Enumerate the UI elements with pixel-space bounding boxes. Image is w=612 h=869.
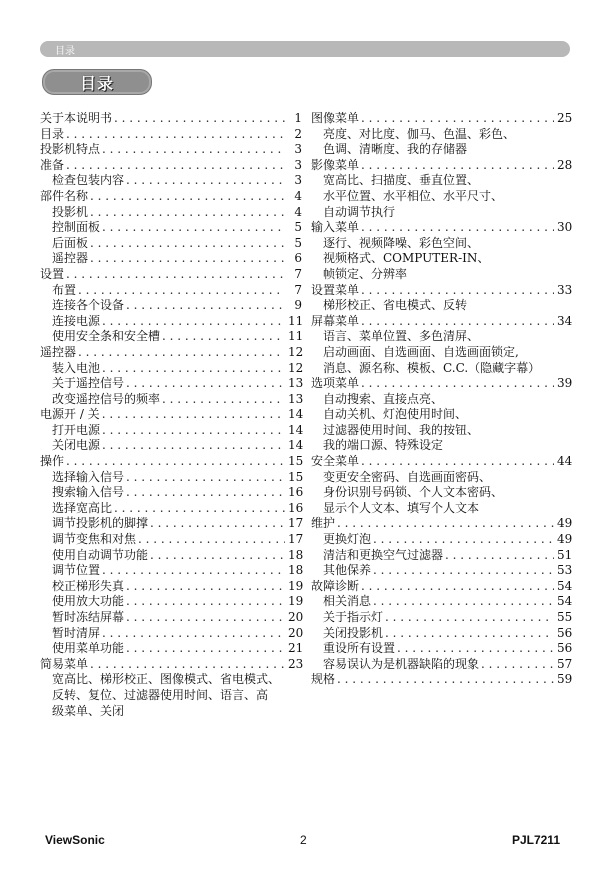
- dot-leader: [102, 220, 285, 236]
- dot-leader: [361, 220, 554, 236]
- toc-entry-description: 身份识别号码锁、个人文本密码、: [323, 485, 504, 500]
- toc-entry-description: 我的端口源、特殊设定: [323, 438, 444, 453]
- toc-subentry[interactable]: [311, 548, 571, 564]
- toc-page-number: 15: [288, 469, 304, 484]
- dot-leader: [78, 345, 285, 361]
- toc-subentry[interactable]: [40, 626, 302, 642]
- toc-entry-label: 选择宽高比: [52, 500, 113, 515]
- toc-entry-label: 校正梯形失真: [52, 578, 125, 593]
- toc-entry-description: 级菜单、关闭: [52, 703, 125, 718]
- toc-entry[interactable]: [40, 267, 302, 283]
- toc-page-number: 34: [557, 313, 573, 328]
- toc-page-number: 3: [294, 142, 302, 157]
- toc-page-number: 11: [288, 313, 304, 328]
- dot-leader: [90, 251, 285, 267]
- toc-page-number: 14: [288, 407, 304, 422]
- toc-entry-label: 遥控器: [40, 344, 77, 359]
- toc-subentry[interactable]: [40, 314, 302, 330]
- toc-entry-label: 连接各个设备: [52, 298, 125, 313]
- toc-page-number: 4: [294, 188, 302, 203]
- toc-page-number: 12: [288, 360, 304, 375]
- toc-entry-description: 过滤器使用时间、我的按钮、: [323, 422, 480, 437]
- dot-leader: [90, 205, 285, 221]
- toc-page-number: 54: [557, 594, 573, 609]
- dot-leader: [150, 548, 285, 564]
- toc-entry-label: 屏幕菜单: [311, 313, 360, 328]
- toc-page-number: 14: [288, 422, 304, 437]
- toc-page-number: 18: [288, 563, 304, 578]
- header-label: 目录: [55, 46, 75, 57]
- dot-leader: [102, 314, 285, 330]
- toc-page-number: 9: [294, 298, 302, 313]
- toc-subentry[interactable]: [40, 361, 302, 377]
- toc-subentry[interactable]: [40, 329, 302, 345]
- toc-page-number: 55: [557, 610, 573, 624]
- toc-page-number: 30: [557, 220, 573, 235]
- toc-entry-label: 关于指示灯: [323, 610, 384, 624]
- toc-page-number: 19: [288, 594, 304, 609]
- toc-page-number: 18: [288, 547, 304, 562]
- dot-leader: [337, 516, 554, 532]
- toc-entry[interactable]: [311, 376, 571, 392]
- toc-entry[interactable]: [40, 345, 302, 361]
- toc-entry-label: 设置菜单: [311, 282, 360, 297]
- toc-subentry[interactable]: [40, 173, 302, 189]
- toc-entry-label: 更换灯泡: [323, 532, 372, 547]
- toc-entry-description: 启动画面、自选画面、自选画面锁定,: [323, 344, 519, 359]
- dot-leader: [102, 423, 285, 439]
- dot-leader: [78, 283, 285, 299]
- toc-entry-label: 图像菜单: [311, 111, 360, 125]
- toc-entry-label: 电源开 / 关: [40, 407, 100, 422]
- dot-leader: [102, 563, 285, 579]
- toc-entry[interactable]: [311, 283, 571, 299]
- toc-subentry[interactable]: [311, 532, 571, 548]
- toc-subentry[interactable]: [311, 657, 571, 673]
- toc-subentry[interactable]: [40, 220, 302, 236]
- toc-entry-label: 使用自动调节功能: [52, 547, 149, 562]
- toc-entry-label: 关闭电源: [52, 438, 101, 453]
- toc-entry-label: 影像菜单: [311, 157, 360, 172]
- dot-leader: [126, 594, 285, 610]
- toc-entry-description: 自动调节执行: [323, 204, 396, 219]
- toc-entry-description: 自动搜索、直接点亮、: [323, 391, 444, 406]
- toc-subentry[interactable]: [40, 298, 302, 314]
- toc-page-number: 20: [288, 610, 304, 624]
- dot-leader: [373, 532, 554, 548]
- dot-leader: [102, 361, 285, 377]
- toc-entry-label: 布置: [52, 282, 77, 297]
- toc-entry-description: 梯形校正、省电模式、反转: [323, 298, 468, 313]
- toc-entry-label: 操作: [40, 454, 65, 469]
- toc-page-number: 49: [557, 516, 573, 531]
- toc-entry-label: 搜索输入信号: [52, 485, 125, 500]
- toc-page-number: 57: [557, 656, 573, 671]
- dot-leader: [102, 407, 285, 423]
- toc-page-number: 56: [557, 641, 573, 656]
- toc-subentry[interactable]: [311, 594, 571, 610]
- toc-subentry[interactable]: [311, 610, 571, 626]
- toc-subentry[interactable]: [40, 563, 302, 579]
- toc-entry[interactable]: [40, 407, 302, 423]
- toc-page-number: 39: [557, 376, 573, 391]
- toc-page-number: 3: [294, 157, 302, 172]
- toc-entry-label: 选项菜单: [311, 376, 360, 391]
- toc-page-number: 44: [557, 454, 573, 469]
- toc-page-number: 5: [294, 220, 302, 235]
- toc-entry-label: 目录: [40, 126, 65, 141]
- toc-entry[interactable]: [311, 158, 571, 174]
- toc-entry-label: 容易误认为是机器缺陷的现象: [323, 656, 480, 671]
- toc-page-number: 51: [557, 547, 573, 562]
- dot-leader: [481, 657, 554, 673]
- toc-entry-description: 帧锁定、分辨率: [323, 266, 408, 281]
- toc-entry-label: 简易菜单: [40, 656, 89, 671]
- toc-page-number: 13: [288, 391, 304, 406]
- toc-entry[interactable]: [311, 516, 571, 532]
- toc-page-number: 12: [288, 344, 304, 359]
- toc-entry[interactable]: [311, 579, 571, 595]
- dot-leader: [150, 516, 285, 532]
- toc-subentry[interactable]: [40, 641, 302, 657]
- toc-entry-label: 关闭投影机: [323, 625, 384, 640]
- dot-leader: [126, 485, 285, 501]
- header-bar: [40, 41, 570, 57]
- dot-leader: [373, 594, 554, 610]
- dot-leader: [361, 111, 554, 127]
- toc-entry-label: 规格: [311, 672, 336, 687]
- dot-leader: [66, 158, 285, 174]
- toc-page-number: 15: [288, 454, 304, 469]
- toc-entry[interactable]: [311, 672, 571, 688]
- footer-brand: ViewSonic: [45, 833, 105, 847]
- toc-page-number: 25: [557, 111, 573, 125]
- toc-entry-description: 视频格式、COMPUTER-IN、: [323, 251, 490, 266]
- toc-entry-label: 暂时清屏: [52, 625, 101, 640]
- toc-subentry[interactable]: [40, 579, 302, 595]
- toc-page-number: 33: [557, 282, 573, 297]
- dot-leader: [126, 298, 285, 314]
- dot-leader: [361, 158, 554, 174]
- toc-entry-description: 自动关机、灯泡使用时间、: [323, 407, 468, 422]
- dot-leader: [114, 111, 285, 127]
- toc-subentry[interactable]: [40, 283, 302, 299]
- dot-leader: [445, 548, 554, 564]
- dot-leader: [126, 641, 285, 657]
- dot-leader: [126, 376, 285, 392]
- toc-subentry[interactable]: [40, 532, 302, 548]
- toc-entry-label: 关于遥控信号: [52, 376, 125, 391]
- toc-entry-description: 水平位置、水平相位、水平尺寸、: [323, 188, 504, 203]
- toc-page-number: 21: [288, 641, 304, 656]
- toc-page-number: 28: [557, 157, 573, 172]
- toc-subentry[interactable]: [40, 470, 302, 486]
- page-title: 目录: [79, 74, 114, 93]
- toc-subentry[interactable]: [40, 392, 302, 408]
- toc-entry-label: 设置: [40, 266, 65, 281]
- toc-page-number: 17: [288, 516, 304, 531]
- toc-page-number: 3: [294, 173, 302, 188]
- toc-entry[interactable]: [311, 111, 571, 127]
- toc-subentry[interactable]: [311, 641, 571, 657]
- dot-leader: [361, 376, 554, 392]
- dot-leader: [66, 127, 285, 143]
- toc-entry-label: 打开电源: [52, 422, 101, 437]
- toc-entry-description: 消息、源名称、模板、C.C.（隐藏字幕）: [323, 360, 541, 375]
- toc-entry-label: 检查包装内容: [52, 173, 125, 188]
- toc-right-column: [311, 111, 571, 688]
- toc-subentry[interactable]: [40, 376, 302, 392]
- toc-entry-description: 反转、复位、过滤器使用时间、语言、高: [52, 687, 269, 702]
- dot-leader: [126, 579, 285, 595]
- dot-leader: [102, 438, 285, 454]
- toc-subentry[interactable]: [40, 485, 302, 501]
- toc-entry-label: 关于本说明书: [40, 111, 113, 125]
- toc-entry-label: 后面板: [52, 235, 89, 250]
- dot-leader: [126, 173, 285, 189]
- toc-entry-label: 选择输入信号: [52, 469, 125, 484]
- toc-entry-label: 遥控器: [52, 251, 89, 266]
- toc-page-number: 16: [288, 485, 304, 500]
- toc-entry[interactable]: [40, 158, 302, 174]
- toc-page-number: 7: [294, 282, 302, 297]
- toc-entry-label: 维护: [311, 516, 336, 531]
- toc-subentry[interactable]: [40, 423, 302, 439]
- dot-leader: [66, 267, 285, 283]
- toc-subentry[interactable]: [40, 438, 302, 454]
- footer-page-number: 2: [300, 833, 307, 847]
- toc-entry-label: 使用菜单功能: [52, 641, 125, 656]
- dot-leader: [385, 610, 554, 626]
- toc-entry[interactable]: [311, 220, 571, 236]
- toc-entry-description: 语言、菜单位置、多色清屏、: [323, 329, 480, 344]
- toc-subentry[interactable]: [40, 236, 302, 252]
- toc-entry-label: 改变遥控信号的频率: [52, 391, 161, 406]
- toc-subentry[interactable]: [311, 563, 571, 579]
- toc-entry-description: 宽高比、梯形校正、图像模式、省电模式、: [52, 672, 281, 687]
- dot-leader: [162, 329, 285, 345]
- toc-entry-label: 故障诊断: [311, 578, 360, 593]
- dot-leader: [126, 470, 285, 486]
- toc-page-number: 49: [557, 532, 573, 547]
- toc-entry-label: 准备: [40, 157, 65, 172]
- toc-entry-description: 逐行、视频降噪、彩色空间、: [323, 235, 480, 250]
- toc-subentry[interactable]: [40, 516, 302, 532]
- toc-entry-description: 亮度、对比度、伽马、色温、彩色、: [323, 126, 516, 141]
- toc-subentry[interactable]: [40, 548, 302, 564]
- footer-model: PJL7211: [511, 833, 560, 847]
- toc-left-column: [40, 111, 302, 719]
- dot-leader: [361, 314, 554, 330]
- toc-page-number: 16: [288, 500, 304, 515]
- toc-page-number: 54: [557, 578, 573, 593]
- toc-page-number: 53: [557, 563, 573, 578]
- dot-leader: [102, 142, 285, 158]
- toc-entry[interactable]: [311, 454, 571, 470]
- toc-page-number: 5: [294, 235, 302, 250]
- toc-entry-label: 装入电池: [52, 360, 101, 375]
- dot-leader: [361, 579, 554, 595]
- toc-subentry[interactable]: [311, 626, 571, 642]
- dot-leader: [373, 563, 554, 579]
- toc-entry-label: 控制面板: [52, 220, 101, 235]
- toc-page-number: 11: [288, 329, 304, 344]
- dot-leader: [66, 454, 285, 470]
- toc-entry[interactable]: [40, 454, 302, 470]
- dot-leader: [90, 236, 285, 252]
- toc-entry-label: 投影机: [52, 204, 89, 219]
- toc-entry-label: 使用放大功能: [52, 594, 125, 609]
- toc-entry-label: 清洁和更换空气过滤器: [323, 547, 444, 562]
- toc-entry-label: 相关消息: [323, 594, 372, 609]
- toc-entry-label: 输入菜单: [311, 220, 360, 235]
- toc-entry-description: 宽高比、扫描度、垂直位置、: [323, 173, 480, 188]
- toc-entry[interactable]: [311, 314, 571, 330]
- dot-leader: [126, 610, 285, 626]
- dot-leader: [138, 532, 285, 548]
- toc-page-number: 14: [288, 438, 304, 453]
- dot-leader: [397, 641, 554, 657]
- toc-entry-label: 连接电源: [52, 313, 101, 328]
- toc-entry-label: 部件名称: [40, 188, 89, 203]
- toc-page-number: 1: [294, 111, 302, 125]
- toc-page-number: 20: [288, 625, 304, 640]
- toc-entry-label: 使用安全条和安全槽: [52, 329, 161, 344]
- toc-entry-label: 调节位置: [52, 563, 101, 578]
- toc-entry-label: 调节投影机的脚撑: [52, 516, 149, 531]
- toc-page-number: 7: [294, 266, 302, 281]
- toc-entry[interactable]: [40, 189, 302, 205]
- toc-subentry[interactable]: [40, 594, 302, 610]
- toc-page-number: 6: [294, 251, 302, 266]
- toc-page-number: 19: [288, 578, 304, 593]
- toc-entry[interactable]: [40, 142, 302, 158]
- toc-page-number: 13: [288, 376, 304, 391]
- dot-leader: [361, 283, 554, 299]
- toc-entry-description: 变更安全密码、自选画面密码、: [323, 469, 492, 484]
- dot-leader: [162, 392, 285, 408]
- toc-page-number: 17: [288, 532, 304, 547]
- toc-entry-label: 安全菜单: [311, 454, 360, 469]
- toc-title-badge: [42, 69, 152, 95]
- toc-page-number: 2: [294, 126, 302, 141]
- toc-entry-label: 其他保养: [323, 563, 372, 578]
- toc-entry-label: 暂时冻结屏幕: [52, 610, 125, 624]
- toc-page-number: 59: [557, 672, 573, 687]
- dot-leader: [90, 189, 285, 205]
- toc-entry-description: 显示个人文本、填写个人文本: [323, 500, 480, 515]
- dot-leader: [90, 657, 285, 673]
- toc-entry-label: 调节变焦和对焦: [52, 532, 137, 547]
- toc-entry[interactable]: [40, 127, 302, 143]
- toc-subentry[interactable]: [40, 205, 302, 221]
- toc-entry[interactable]: [40, 657, 302, 673]
- toc-subentry[interactable]: [40, 610, 302, 626]
- dot-leader: [385, 626, 554, 642]
- toc-entry-label: 投影机特点: [40, 142, 101, 157]
- dot-leader: [114, 501, 285, 517]
- toc-entry[interactable]: [40, 111, 302, 127]
- toc-entry-label: 重设所有设置: [323, 641, 396, 656]
- toc-page-number: 56: [557, 625, 573, 640]
- toc-subentry[interactable]: [40, 501, 302, 517]
- dot-leader: [337, 672, 554, 688]
- toc-page-number: 23: [288, 656, 304, 671]
- dot-leader: [361, 454, 554, 470]
- dot-leader: [102, 626, 285, 642]
- toc-entry-description: 色调、清晰度、我的存储器: [323, 142, 468, 157]
- toc-subentry[interactable]: [40, 251, 302, 267]
- toc-page-number: 4: [294, 204, 302, 219]
